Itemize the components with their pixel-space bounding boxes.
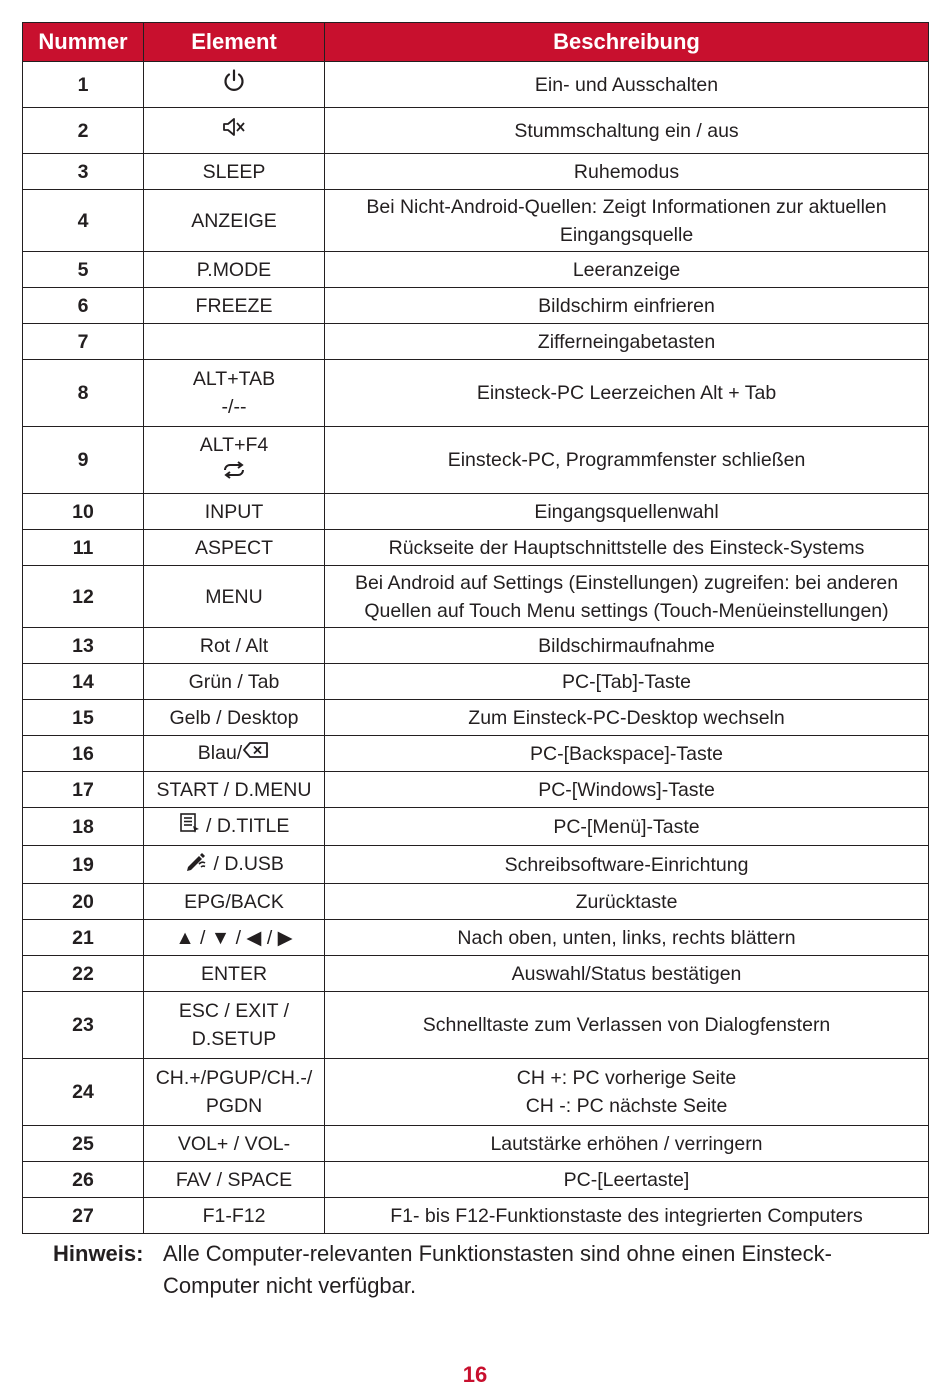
row-description: Zurücktaste [325, 884, 929, 920]
row-description: Schnelltaste zum Verlassen von Dialogfenstern [325, 992, 929, 1059]
table-row [23, 700, 929, 736]
row-number: 6 [23, 288, 144, 324]
row-number: 17 [23, 772, 144, 808]
table-row [23, 846, 929, 884]
row-element: START / D.MENU [144, 772, 325, 808]
row-number: 14 [23, 664, 144, 700]
row-description: Bildschirm einfrieren [325, 288, 929, 324]
row-number: 26 [23, 1162, 144, 1198]
row-number: 8 [23, 360, 144, 427]
row-element: SLEEP [144, 154, 325, 190]
row-number: 9 [23, 427, 144, 494]
table-row [23, 154, 929, 190]
note-label: Hinweis: [53, 1241, 144, 1266]
table-row [23, 1059, 929, 1126]
element-line: ALT+TAB [192, 368, 276, 390]
row-number: 10 [23, 494, 144, 530]
table-row [23, 736, 929, 772]
row-number: 2 [23, 108, 144, 154]
table-row [23, 324, 929, 360]
row-description: Bei Nicht-Android-Quellen: Zeigt Informationen zur aktuellen Eingangsquelle [325, 190, 929, 252]
table-row [23, 664, 929, 700]
table-row [23, 628, 929, 664]
row-description: Ruhemodus [325, 154, 929, 190]
swap-icon [150, 459, 318, 489]
row-description: Eingangsquellenwahl [325, 494, 929, 530]
row-description: PC-[Backspace]-Taste [325, 736, 929, 772]
table-row [23, 772, 929, 808]
row-number: 15 [23, 700, 144, 736]
element-line: PGDN [205, 1095, 263, 1117]
page-number: 16 [462, 1362, 488, 1387]
row-number: 3 [23, 154, 144, 190]
row-description: Stummschaltung ein / aus [325, 108, 929, 154]
row-description: PC-[Leertaste] [325, 1162, 929, 1198]
table-row [23, 808, 929, 846]
row-element: Rot / Alt [144, 628, 325, 664]
row-description: F1- bis F12-Funktionstaste des integrierten Computers [325, 1198, 929, 1234]
description-line: CH -: PC nächste Seite [525, 1095, 728, 1117]
row-element [144, 1059, 325, 1126]
power-icon [221, 68, 247, 102]
row-element [144, 427, 325, 494]
row-description: Leeranzeige [325, 252, 929, 288]
row-element: FREEZE [144, 288, 325, 324]
row-number: 22 [23, 956, 144, 992]
row-number: 12 [23, 566, 144, 628]
row-number: 1 [23, 62, 144, 108]
description-line: CH +: PC vorherige Seite [516, 1067, 737, 1089]
row-element: F1-F12 [144, 1198, 325, 1234]
row-description: Schreibsoftware-Einrichtung [325, 846, 929, 884]
row-element [144, 736, 325, 772]
row-description: Zifferneingabetasten [325, 324, 929, 360]
table-row [23, 288, 929, 324]
row-element [144, 992, 325, 1059]
mute-icon [221, 115, 247, 147]
row-description: Einsteck-PC Leerzeichen Alt + Tab [325, 360, 929, 427]
row-number: 20 [23, 884, 144, 920]
row-number: 18 [23, 808, 144, 846]
menu-list-icon [179, 812, 201, 842]
arrow-keys: ▲ / ▼ / ◀ / ▶ [144, 920, 325, 956]
row-description: Ein- und Ausschalten [325, 62, 929, 108]
element-line: ESC / EXIT / [178, 1000, 290, 1022]
row-number: 25 [23, 1126, 144, 1162]
row-number: 13 [23, 628, 144, 664]
table-row [23, 992, 929, 1059]
row-number: 7 [23, 324, 144, 360]
table-row [23, 108, 929, 154]
backspace-icon [242, 740, 270, 768]
row-description: PC-[Menü]-Taste [325, 808, 929, 846]
row-description: Nach oben, unten, links, rechts blättern [325, 920, 929, 956]
table-row [23, 427, 929, 494]
table-row [23, 1126, 929, 1162]
row-element [144, 324, 325, 360]
row-element: ENTER [144, 956, 325, 992]
row-number: 19 [23, 846, 144, 884]
row-description: Lautstärke erhöhen / verringern [325, 1126, 929, 1162]
row-number: 21 [23, 920, 144, 956]
row-element: FAV / SPACE [144, 1162, 325, 1198]
row-description: Auswahl/Status bestätigen [325, 956, 929, 992]
row-element: Gelb / Desktop [144, 700, 325, 736]
row-description: Rückseite der Hauptschnittstelle des Einsteck-Systems [325, 530, 929, 566]
row-number: 24 [23, 1059, 144, 1126]
note-text: Alle Computer-relevanten Funktionstasten sind ohne einen Einsteck-Computer nicht verfügbar. [163, 1241, 832, 1298]
row-number: 27 [23, 1198, 144, 1234]
element-line: ALT+F4 [199, 434, 269, 456]
row-element [144, 808, 325, 846]
element-label: Blau/ [197, 742, 243, 765]
header-nummer: Nummer [23, 23, 144, 62]
table-row [23, 956, 929, 992]
row-number: 16 [23, 736, 144, 772]
element-line: D.SETUP [191, 1028, 277, 1050]
row-description: Bei Android auf Settings (Einstellungen) zugreifen: bei anderen Quellen auf Touch Menu settings (Touch-Menüeinstellungen) [325, 566, 929, 628]
row-description: Bildschirmaufnahme [325, 628, 929, 664]
element-line: -/-- [221, 396, 247, 418]
pen-icon [184, 850, 208, 880]
row-element [144, 360, 325, 427]
table-header-row [23, 23, 929, 62]
row-description [325, 1059, 929, 1126]
row-description: Zum Einsteck-PC-Desktop wechseln [325, 700, 929, 736]
row-element [144, 108, 325, 154]
table-row [23, 252, 929, 288]
header-beschreibung: Beschreibung [325, 23, 929, 62]
row-number: 23 [23, 992, 144, 1059]
table-row [23, 1162, 929, 1198]
row-element: EPG/BACK [144, 884, 325, 920]
row-description: Einsteck-PC, Programmfenster schließen [325, 427, 929, 494]
row-number: 4 [23, 190, 144, 252]
row-element [144, 846, 325, 884]
row-description: PC-[Windows]-Taste [325, 772, 929, 808]
table-row [23, 920, 929, 956]
row-number: 5 [23, 252, 144, 288]
row-number: 11 [23, 530, 144, 566]
row-element: ASPECT [144, 530, 325, 566]
remote-control-table [22, 22, 929, 1234]
row-element: P.MODE [144, 252, 325, 288]
row-element: MENU [144, 566, 325, 628]
element-label: / D.USB [208, 852, 284, 875]
row-element: ANZEIGE [144, 190, 325, 252]
table-row [23, 494, 929, 530]
row-element [144, 62, 325, 108]
table-row [23, 360, 929, 427]
table-row [23, 566, 929, 628]
table-row [23, 530, 929, 566]
row-element: VOL+ / VOL- [144, 1126, 325, 1162]
row-element: INPUT [144, 494, 325, 530]
header-element: Element [144, 23, 325, 62]
row-description: PC-[Tab]-Taste [325, 664, 929, 700]
table-row [23, 190, 929, 252]
element-line: CH.+/PGUP/CH.-/ [155, 1067, 313, 1089]
table-row [23, 1198, 929, 1234]
table-row [23, 884, 929, 920]
element-label: / D.TITLE [200, 814, 290, 837]
table-row [23, 62, 929, 108]
row-element: Grün / Tab [144, 664, 325, 700]
